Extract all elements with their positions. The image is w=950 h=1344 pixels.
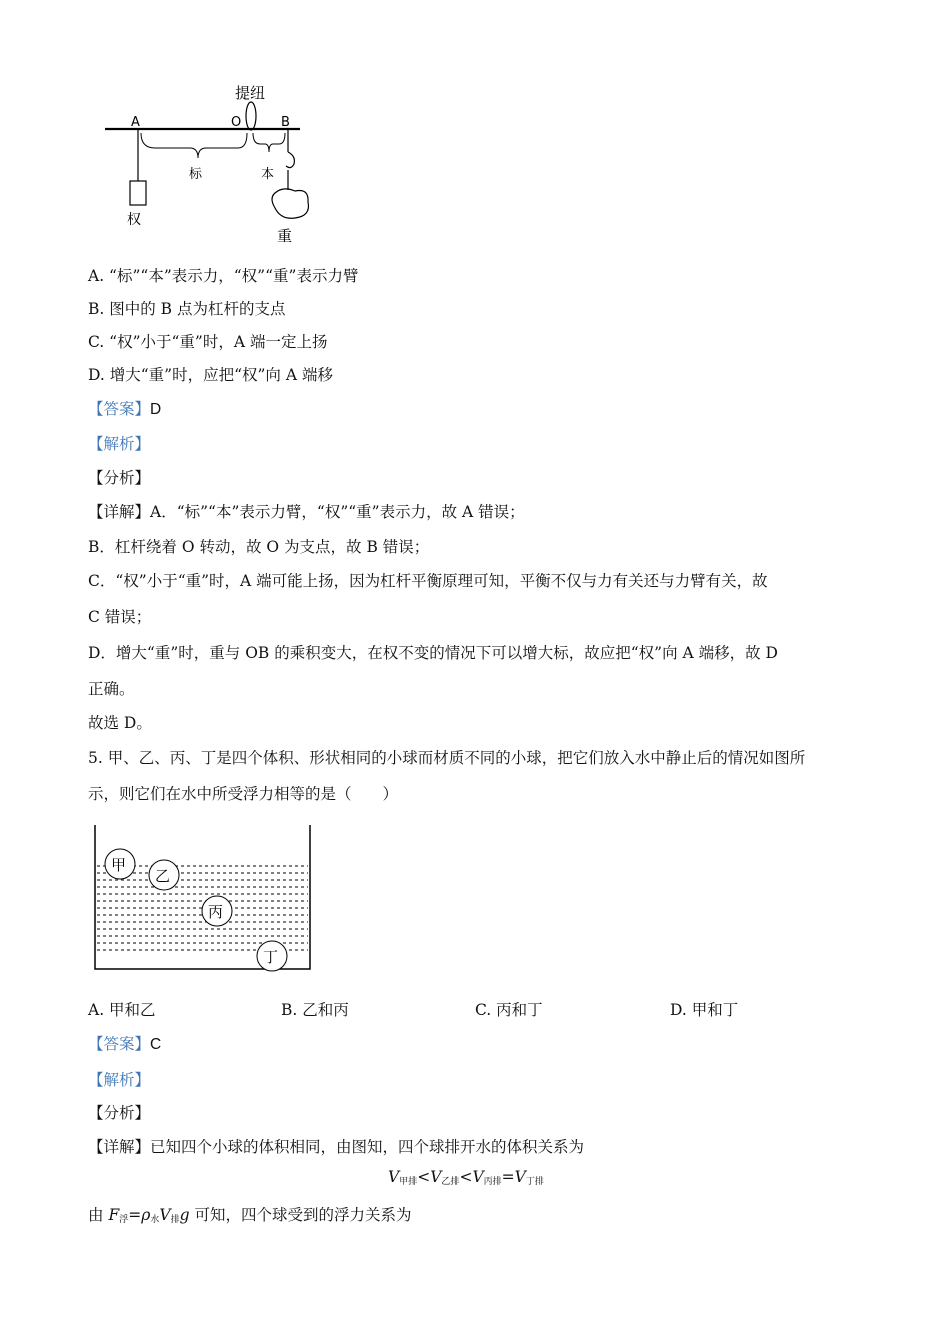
label-biao: 标 [189,167,203,182]
formula-lt1: < [417,1168,431,1186]
q5-option-b: B. 乙和丙 [281,1001,349,1019]
q4-answer [88,397,161,419]
q5-option-c: C. 丙和丁 [475,1001,543,1019]
q5-buoyancy-line [88,1203,411,1225]
line-post: 可知，四个球受到的浮力关系为 [189,1206,412,1224]
q5-detail: 【详解】已知四个小球的体积相同，由图知，四个球排开水的体积关系为 [88,1138,585,1156]
q4-option-c: C. “权”小于“重”时，A 端一定上扬 [88,333,328,351]
label-quan: 权 [127,212,141,228]
q4-analysis-tag: 【解析】 [88,435,151,453]
steelyard-figure [95,78,325,248]
q4-detail-line-4: C 错误； [88,608,152,626]
line-pre: 由 [88,1206,104,1224]
label-B: B [281,115,290,130]
q4-detail-line-3: C．“权”小于“重”时，A 端可能上扬，因为杠杆平衡原理可知，平衡不仅与力有关还与力臂有关，故 [88,572,768,590]
line-F-sub: 浮 [119,1215,129,1225]
line-F: F [108,1206,120,1224]
q5-option-d: D. 甲和丁 [670,1001,739,1019]
answer-value: D [150,401,162,418]
q5-analysis-tag: 【解析】 [88,1071,151,1089]
line-rho-sub: 水 [150,1215,160,1225]
q4-option-a: A. “标”“本”表示力，“权”“重”表示力臂 [88,267,359,285]
q4-detail-line-7: 故选 D。 [88,714,152,732]
formula-sub4: 丁排 [525,1177,544,1187]
line-V: V [159,1206,171,1224]
formula-lt2: < [459,1168,473,1186]
formula-sub3: 丙排 [483,1177,502,1187]
q4-detail-line-1: 【详解】A．“标”“本”表示力臂，“权”“重”表示力，故 A 错误； [88,503,525,521]
q5-option-a: A. 甲和乙 [88,1001,156,1019]
formula-v1: V [388,1168,400,1186]
q4-detail-line-5: D．增大“重”时，重与 OB 的乘积变大，在权不变的情况下可以增大标，故应把“权”向 A 端移，故 D [88,644,778,662]
answer-tag: 【答案】 [88,1035,151,1053]
formula-sub1: 甲排 [399,1177,418,1187]
line-V-sub: 排 [170,1215,180,1225]
q4-detail-line-2: B．杠杆绕着 O 转动，故 O 为支点，故 B 错误； [88,538,430,556]
q4-fenxi-tag: 【分析】 [88,469,151,487]
q5-answer [88,1032,161,1054]
q5-fenxi-tag: 【分析】 [88,1104,151,1122]
ball-ding-label: 丁 [263,948,279,966]
ball-yi-label: 乙 [155,867,171,885]
label-tinuiu: 提纽 [235,84,266,102]
q5-stem-line-1: 5. 甲、乙、丙、丁是四个体积、形状相同的小球而材质不同的小球，把它们放入水中静止后的情况如图所 [88,749,806,767]
q4-option-b: B. 图中的 B 点为杠杆的支点 [88,300,286,318]
answer-value: C [150,1036,162,1053]
label-zhong: 重 [277,227,293,245]
label-A: A [131,115,140,130]
formula-sub2: 乙排 [441,1177,460,1187]
line-g: g [179,1206,190,1224]
q5-formula [388,1168,544,1187]
formula-v4: V [514,1168,526,1186]
q4-detail-line-6: 正确。 [88,680,135,698]
label-ben: 本 [261,167,275,182]
label-O: O [231,115,242,130]
ball-jia-label: 甲 [111,856,127,874]
line-rho: ρ [141,1206,151,1224]
q5-stem-line-2: 示，则它们在水中所受浮力相等的是（ ） [88,785,399,803]
q4-option-d: D. 增大“重”时，应把“权”向 A 端移 [88,366,333,384]
water-tank-figure [90,822,320,977]
ball-bing-label: 丙 [208,903,224,921]
formula-v2: V [430,1168,442,1186]
formula-v3: V [472,1168,484,1186]
line-eq: = [128,1206,142,1224]
answer-tag: 【答案】 [88,400,151,418]
formula-eq: = [501,1168,515,1186]
